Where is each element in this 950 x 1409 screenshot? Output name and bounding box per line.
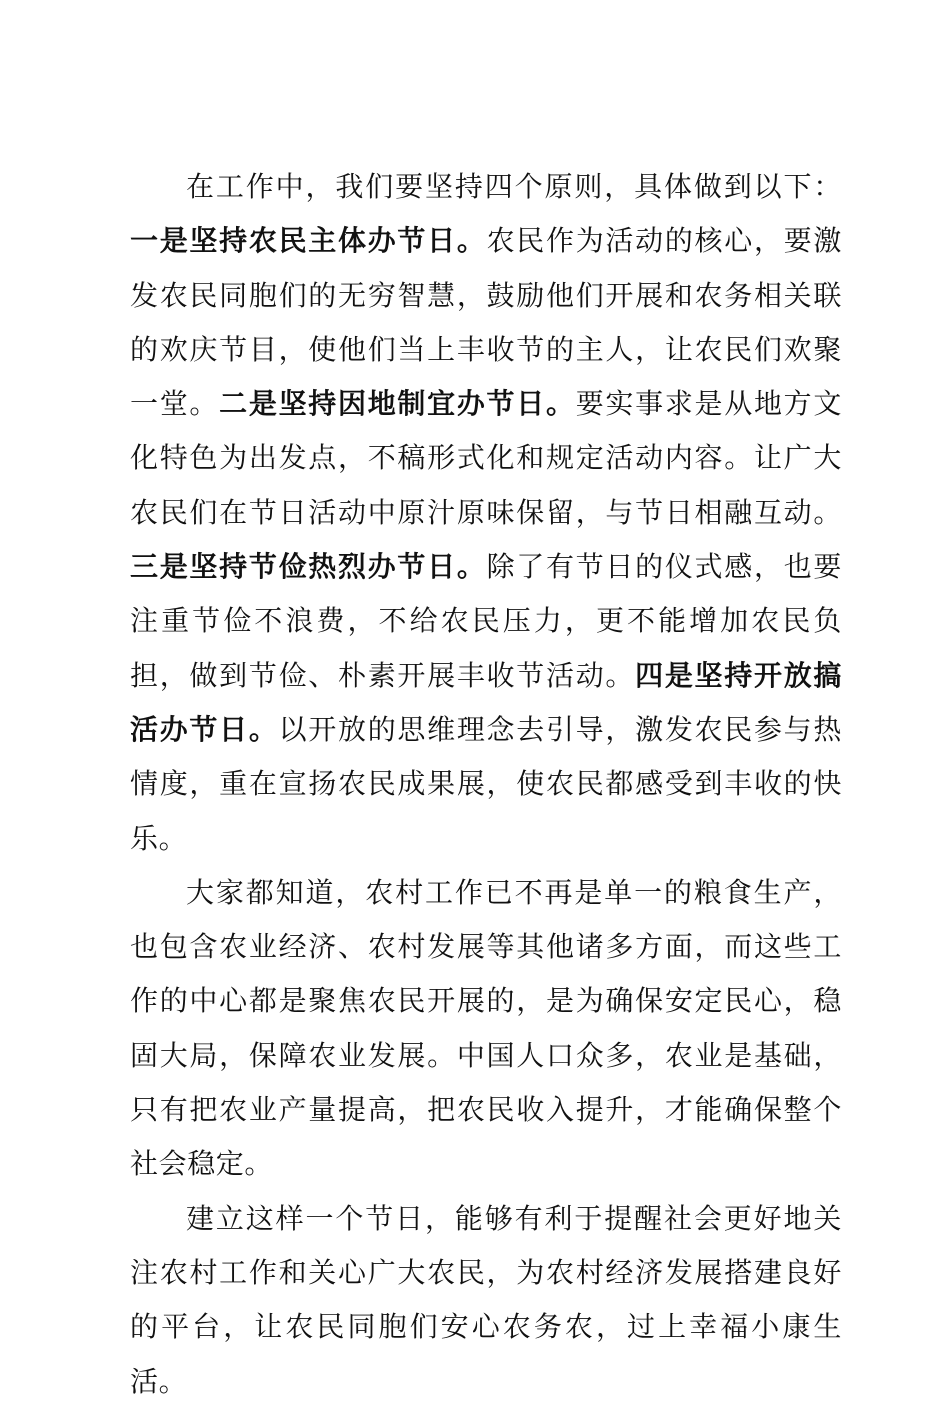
paragraph-festival-benefit — [130, 1192, 842, 1409]
principles-intro: 在工作中，我们要坚持四个原则，具体做到以下： — [186, 170, 842, 203]
principle-four-heading: 四是坚持开放搞活办节日。 — [130, 658, 843, 746]
festival-benefit-text: 建立这样一个节日，能够有利于提醒社会更好地关注农村工作和关心广大农民，为农村经济发展搭建良好的平台，让农民同胞们安心农务农，过上幸福小康生活。 — [130, 1201, 842, 1398]
principle-one-heading: 一是坚持农民主体办节日。 — [130, 224, 487, 258]
document-page — [130, 160, 842, 1409]
rural-work-text: 大家都知道，农村工作已不再是单一的粮食生产，也包含农业经济、农村发展等其他诸多方面，而这些工作的中心都是聚焦农民开展的，是为确保安定民心，稳固大局，保障农业发展。中国人口众多，农业是基础，只有把农业产量提高，把农民收入提升，才能确保整个社会稳定。 — [130, 875, 842, 1181]
principle-four-text: 以开放的思维理念去引导，激发农民参与热情度，重在宣扬农民成果展，使农民都感受到丰收的快乐。 — [130, 712, 842, 855]
principle-two-heading: 二是坚持因地制宜办节日。 — [219, 387, 576, 421]
principle-two-text: 要实事求是从地方文化特色为出发点，不稿形式化和规定活动内容。让广大农民们在节日活动中原汁原味保留，与节日相融互动。 — [130, 387, 842, 529]
principle-one-text: 农民作为活动的核心，要激发农民同胞们的无穷智慧，鼓励他们开展和农务相关联的欢庆节目，使他们当上丰收节的主人，让农民们欢聚一堂。 — [130, 224, 843, 421]
principle-three-text: 除了有节日的仪式感，也要注重节俭不浪费，不给农民压力，更不能增加农民负担，做到节俭、朴素开展丰收节活动。 — [130, 550, 843, 692]
paragraph-principles — [130, 160, 842, 866]
principle-three-heading: 三是坚持节俭热烈办节日。 — [130, 550, 487, 584]
paragraph-rural-work — [130, 866, 842, 1192]
